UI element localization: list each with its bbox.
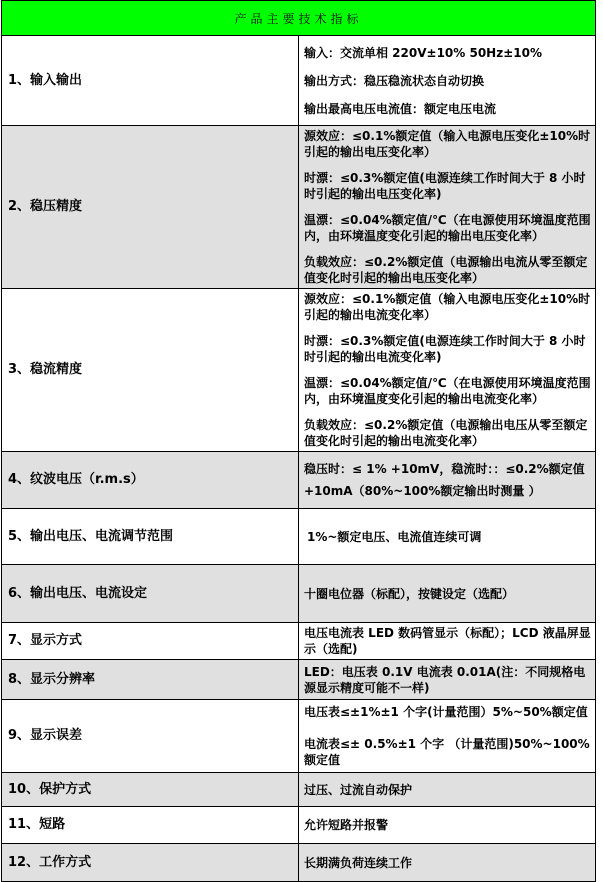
value-line: 温漂：≤0.04%额定值/℃（在电源使用环境温度范围内，由环境温度变化引起的输出电流变化率） [304, 376, 591, 406]
row-label: 5、输出电压、电流调节范围 [2, 509, 299, 565]
row-label: 4、纹波电压（r.m.s） [2, 452, 299, 509]
value-line: 输入：交流单相 220V±10% 50Hz±10% [304, 45, 542, 60]
value-line: 负载效应：≤0.2%额定值（电源输出电压从零至额定值变化时引起的输出电流变化率） [304, 418, 588, 448]
row-value [299, 623, 596, 660]
row-value [299, 565, 596, 623]
value-line: 温漂：≤0.04%额定值/℃（在电源使用环境温度范围内，由环境温度变化引起的输出电压变化率） [304, 213, 591, 243]
value-line: 电压电流表 LED 数码管显示（标配）；LCD 液晶屏显示（选配) [304, 626, 591, 656]
value-line: 电压表≤±1%±1 个字(计量范围）5%~50%额定值 [304, 705, 588, 719]
value-line: LED：电压表 0.1V 电流表 0.01A(注：不同规格电源显示精度可能不一样) [304, 664, 586, 695]
value-line: 电流表≤± 0.5%±1 个字 （计量范围)50%~100%额定值 [304, 737, 590, 767]
row-value [299, 452, 596, 509]
row-value [299, 700, 596, 773]
value-line: 时漂：≤0.3%额定值(电源连续工作时间大于 8 小时时引起的输出电流变化率) [304, 334, 586, 364]
row-value [299, 289, 596, 452]
row-label: 9、显示误差 [2, 700, 299, 773]
row-value [299, 36, 596, 126]
value-line: 输出方式：稳压稳流状态自动切换 [304, 73, 485, 88]
value-line: 允许短路并报警 [304, 818, 389, 832]
row-value [299, 773, 596, 807]
row-label: 10、保护方式 [2, 773, 299, 807]
value-line: 过压、过流自动保护 [304, 782, 413, 797]
row-label: 2、稳压精度 [2, 126, 299, 289]
row-label: 6、输出电压、电流设定 [2, 565, 299, 623]
value-line: 长期满负荷连续工作 [304, 855, 413, 870]
value-line: 输出最高电压电流值：额定电压电流 [304, 101, 497, 116]
value-line: 负载效应：≤0.2%额定值（电源输出电流从零至额定值变化时引起的输出电压变化率） [304, 255, 588, 285]
row-label: 8、显示分辨率 [2, 660, 299, 700]
value-line: 1%~额定电压、电流值连续可调 [307, 529, 482, 544]
row-value [299, 844, 596, 882]
row-label: 3、稳流精度 [2, 289, 299, 452]
row-label: 12、工作方式 [2, 844, 299, 882]
value-line: 源效应：≤0.1%额定值（输入电源电压变化±10%时引起的输出电压变化率） [304, 129, 591, 159]
row-value [299, 660, 596, 700]
row-value [299, 509, 596, 565]
table-header: 产品主要技术指标 [2, 1, 596, 36]
value-line: 源效应：≤0.1%额定值（输入电源电压变化±10%时引起的输出电流变化率） [304, 292, 591, 322]
value-line: 稳压时：≤ 1% +10mV，稳流时：：≤0.2%额定值+10mA（80%~100%额定输出时测量 ） [304, 462, 585, 498]
spec-table [1, 0, 596, 882]
value-line: 十圈电位器（标配），按键设定（选配） [304, 586, 515, 601]
row-label: 7、显示方式 [2, 623, 299, 660]
row-label: 1、输入输出 [2, 36, 299, 126]
row-value [299, 126, 596, 289]
value-line: 时漂：≤0.3%额定值(电源连续工作时间大于 8 小时时引起的输出电压变化率) [304, 171, 586, 201]
row-label: 11、短路 [2, 807, 299, 844]
row-value [299, 807, 596, 844]
